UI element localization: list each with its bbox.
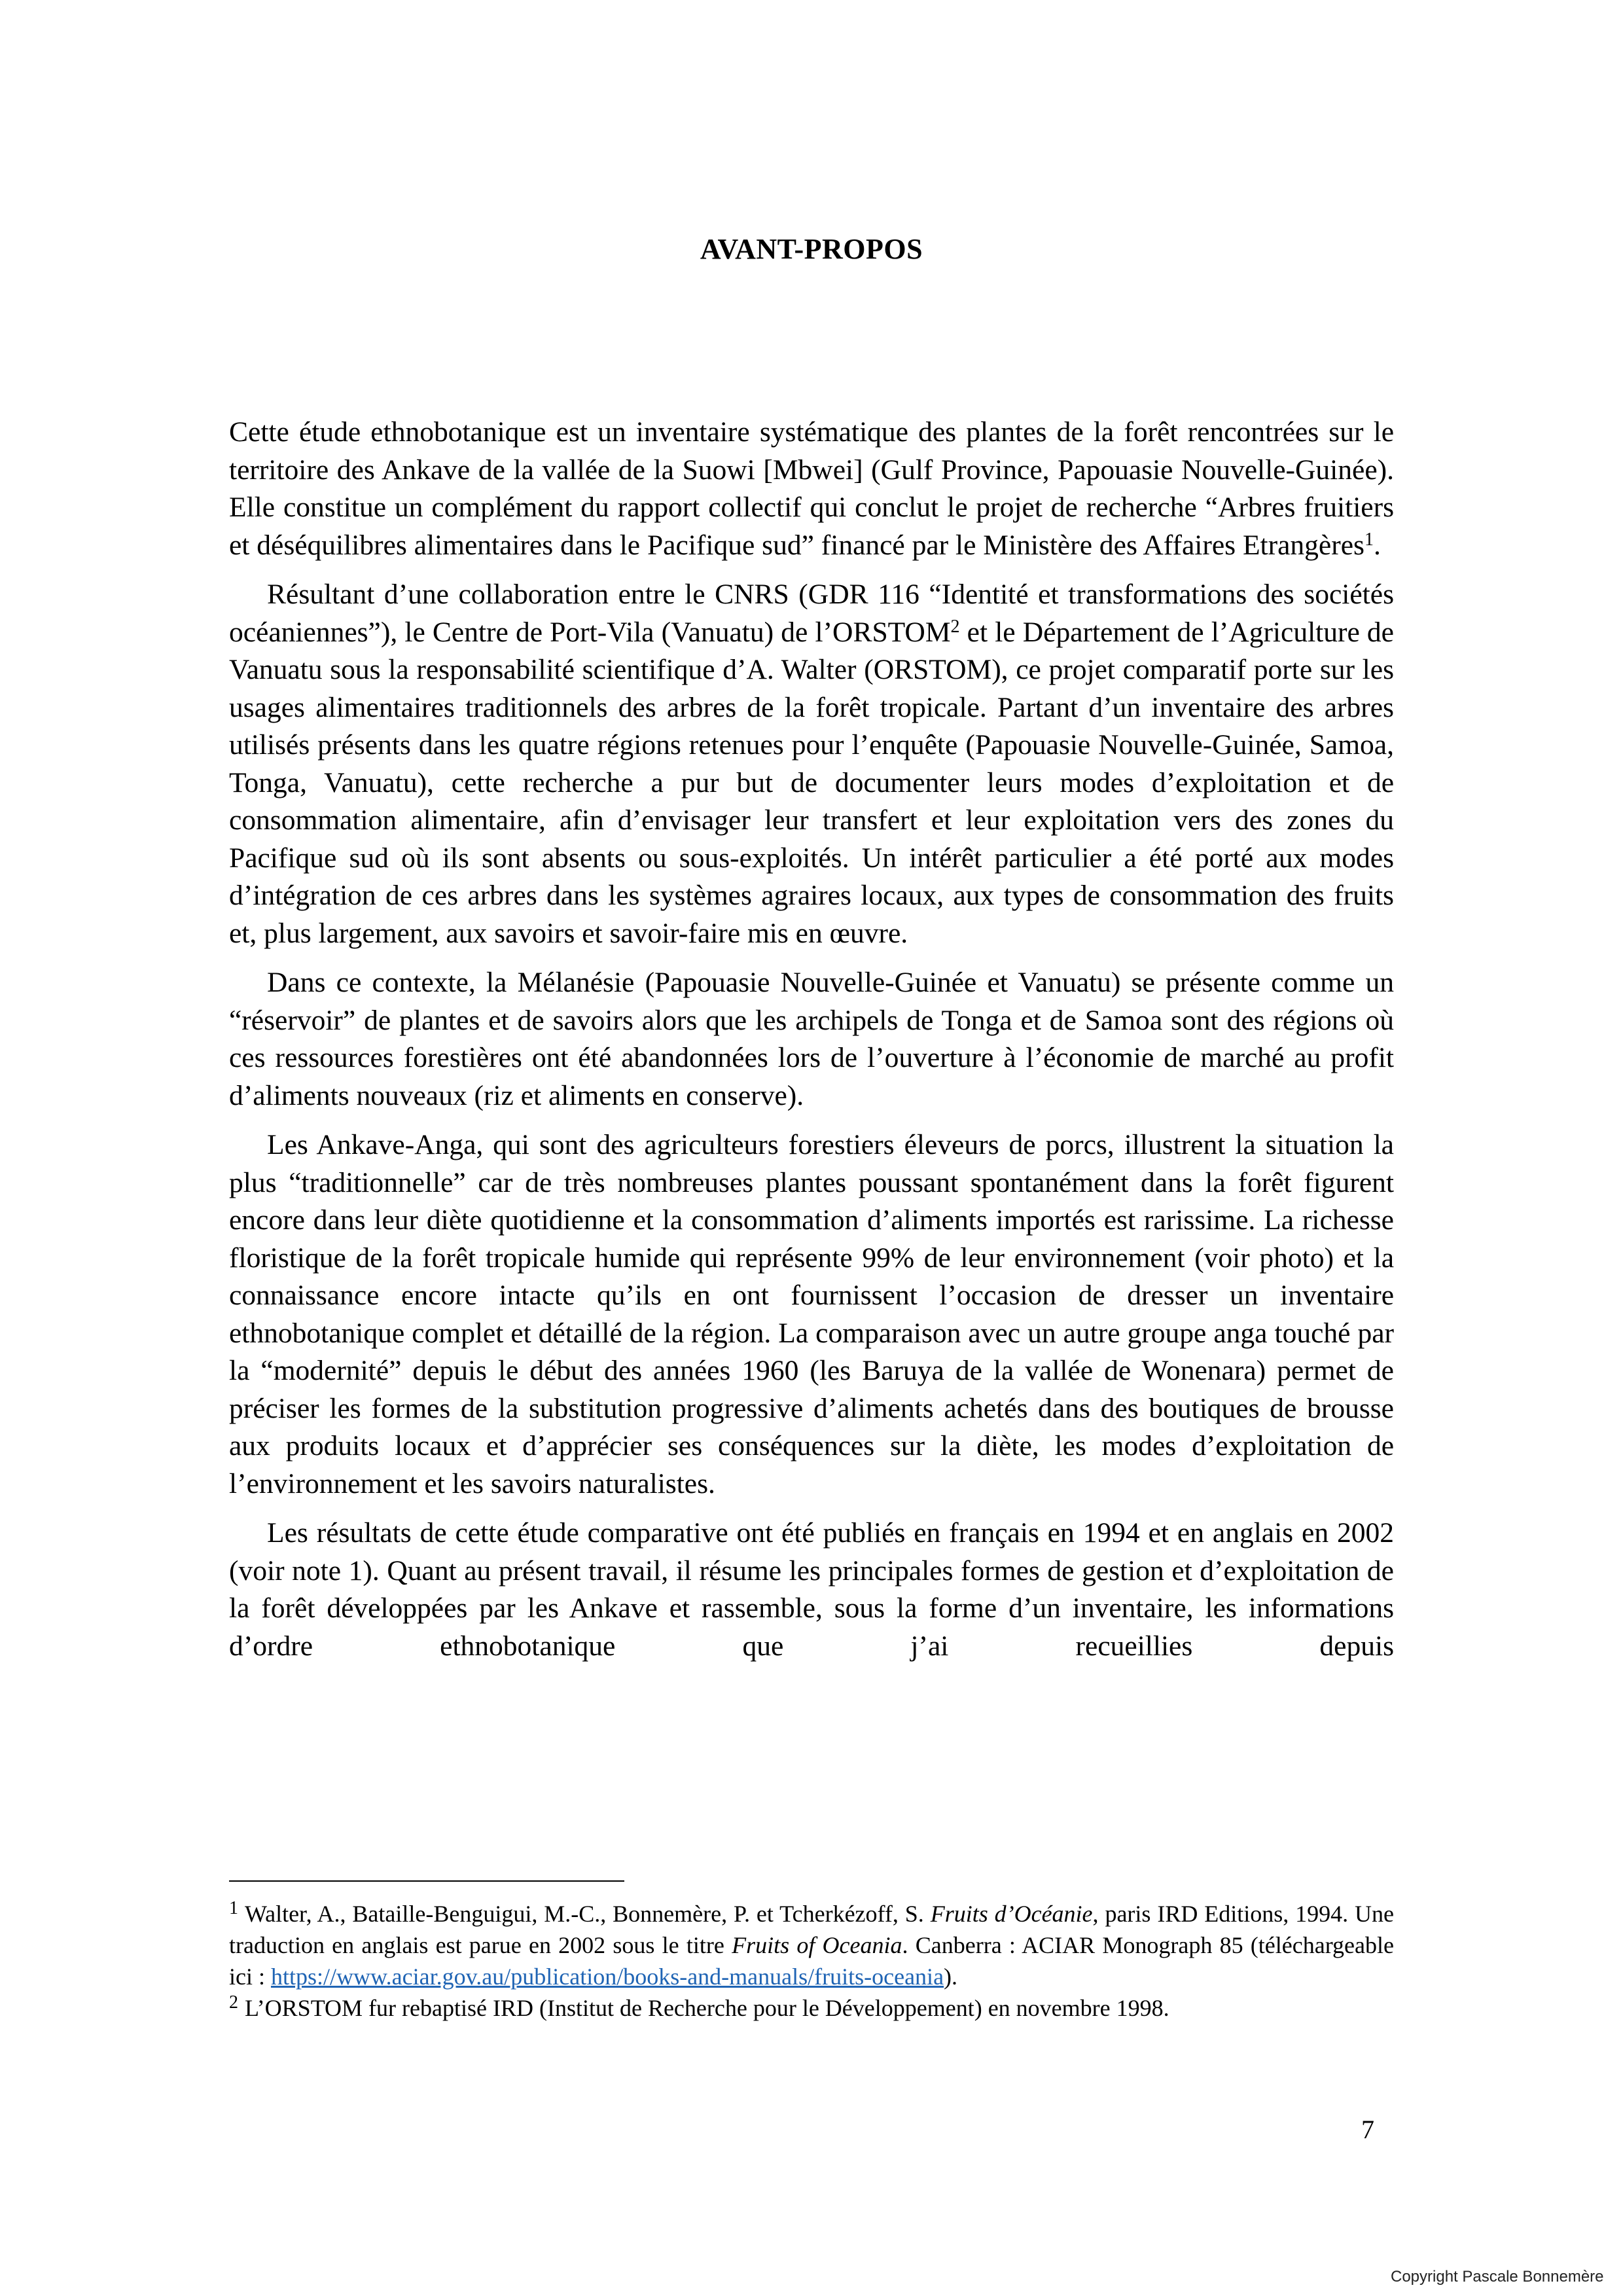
body-text [229, 414, 1394, 1677]
footnotes [229, 1898, 1394, 2024]
aciar-link[interactable]: https://www.aciar.gov.au/publication/books-and-manuals/fruits-oceania [270, 1964, 944, 1990]
copyright-notice: Copyright Pascale Bonnemère [1391, 2268, 1604, 2286]
footnote-text: L’ORSTOM fur rebaptisé IRD (Institut de Recherche pour le Développement) en novembre 1998. [245, 1995, 1169, 2021]
paragraph-2 [229, 576, 1394, 952]
footnote-text: . Canberra : ACIAR Monograph 85 (téléchargeable ici : [229, 1932, 1394, 1990]
footnote-1 [229, 1898, 1394, 1992]
paragraph-3: Dans ce contexte, la Mélanésie (Papouasie Nouvelle-Guinée et Vanuatu) se présente comme un “réservoir” de plantes et de savoirs alors que les archipels de Tonga et de Samoa sont des régions où ces ressources forestières ont été abandonnées lors de l’ouverture à l’économie de marché au profit d’aliments nouveaux (riz et aliments en conserve). [229, 967, 1394, 1111]
paragraph-text: et le Département de l’Agriculture de Vanuatu sous la responsabilité scientifique d’A. Walter (ORSTOM), ce projet comparatif porte sur les usages alimentaires traditionnels des arbres de la forêt tropicale. Partant d’un inventaire des arbres utilisés présents dans les quatre régions retenues pour l’enquête (Papouasie Nouvelle-Guinée, Samoa, Tonga, Vanuatu), cette recherche a pur but de documenter leurs modes d’exploitation et de consommation alimentaire, afin d’envisager leur transfert et leur exploitation vers des zones du Pacifique sud où ils sont absents ou sous-exploités. Un intérêt particulier a été porté aux modes d’intégration de ces arbres dans les systèmes agraires locaux, aux types de consommation des fruits et, plus largement, aux savoirs et savoir-faire mis en œuvre. [229, 616, 1394, 949]
book-title: Fruits of Oceania [732, 1932, 902, 1958]
paragraph-text: Cette étude ethnobotanique est un inventaire systématique des plantes de la forêt rencontrées sur le territoire des Ankave de la vallée de la Suowi [Mbwei] (Gulf Province, Papouasie Nouvelle-Guinée). Elle constitue un complément du rapport collectif qui conclut le projet de recherche “Arbres fruitiers et déséquilibres alimentaires dans le Pacifique sud” financé par le Ministère des Affaires Etrangères [229, 416, 1394, 561]
footnote-text: , paris IRD Editions, 1994. Une traduction en anglais est parue en 2002 sous le titre [229, 1901, 1395, 1958]
book-title: Fruits d’Océanie [930, 1901, 1093, 1927]
page-number: 7 [1361, 2115, 1374, 2144]
paragraph-5: Les résultats de cette étude comparative ont été publiés en français en 1994 et en anglais en 2002 (voir note 1). Quant au présent travail, il résume les principales formes de gestion et d’exploitation de la forêt développées par les Ankave et rassemble, sous la forme d’un inventaire, les informations d’ordre ethnobotanique que j’ai recueillies depuis [229, 1517, 1394, 1662]
footnote-separator [229, 1880, 624, 1882]
footnote-text: ). [944, 1964, 958, 1990]
page-title: AVANT-PROPOS [700, 233, 923, 265]
footnote-ref-1[interactable]: 1 [1364, 529, 1374, 550]
paragraph-end: . [1373, 529, 1381, 561]
footnote-text: Walter, A., Bataille-Benguigui, M.-C., Bonnemère, P. et Tcherkézoff, S. [245, 1901, 931, 1927]
paragraph-1 [229, 414, 1394, 564]
footnote-number: 1 [229, 1898, 238, 1918]
footnote-2 [229, 1992, 1394, 2024]
paragraph-4: Les Ankave-Anga, qui sont des agriculteurs forestiers éleveurs de porcs, illustrent la situation la plus “traditionnelle” car de très nombreuses plantes poussant spontanément dans la forêt figurent encore dans leur diète quotidienne et la consommation d’aliments importés est rarissime. La richesse floristique de la forêt tropicale humide qui représente 99% de leur environnement (voir photo) et la connaissance encore intacte qu’ils en ont fournissent l’occasion de dresser un inventaire ethnobotanique complet et détaillé de la région. La comparaison avec un autre groupe anga touché par la “modernité” depuis le début des années 1960 (les Baruya de la vallée de Wonenara) permet de préciser les formes de la substitution progressive d’aliments achetés dans des boutiques de brousse aux produits locaux et d’apprécier ses conséquences sur la diète, les modes d’exploitation de l’environnement et les savoirs naturalistes. [229, 1129, 1394, 1499]
paragraph-text: Résultant d’une collaboration entre le CNRS (GDR 116 “Identité et transformations des sociétés océaniennes”), le Centre de Port-Vila (Vanuatu) de l’ORSTOM [229, 579, 1394, 648]
footnote-ref-2[interactable]: 2 [950, 616, 960, 637]
footnote-number: 2 [229, 1992, 238, 2013]
